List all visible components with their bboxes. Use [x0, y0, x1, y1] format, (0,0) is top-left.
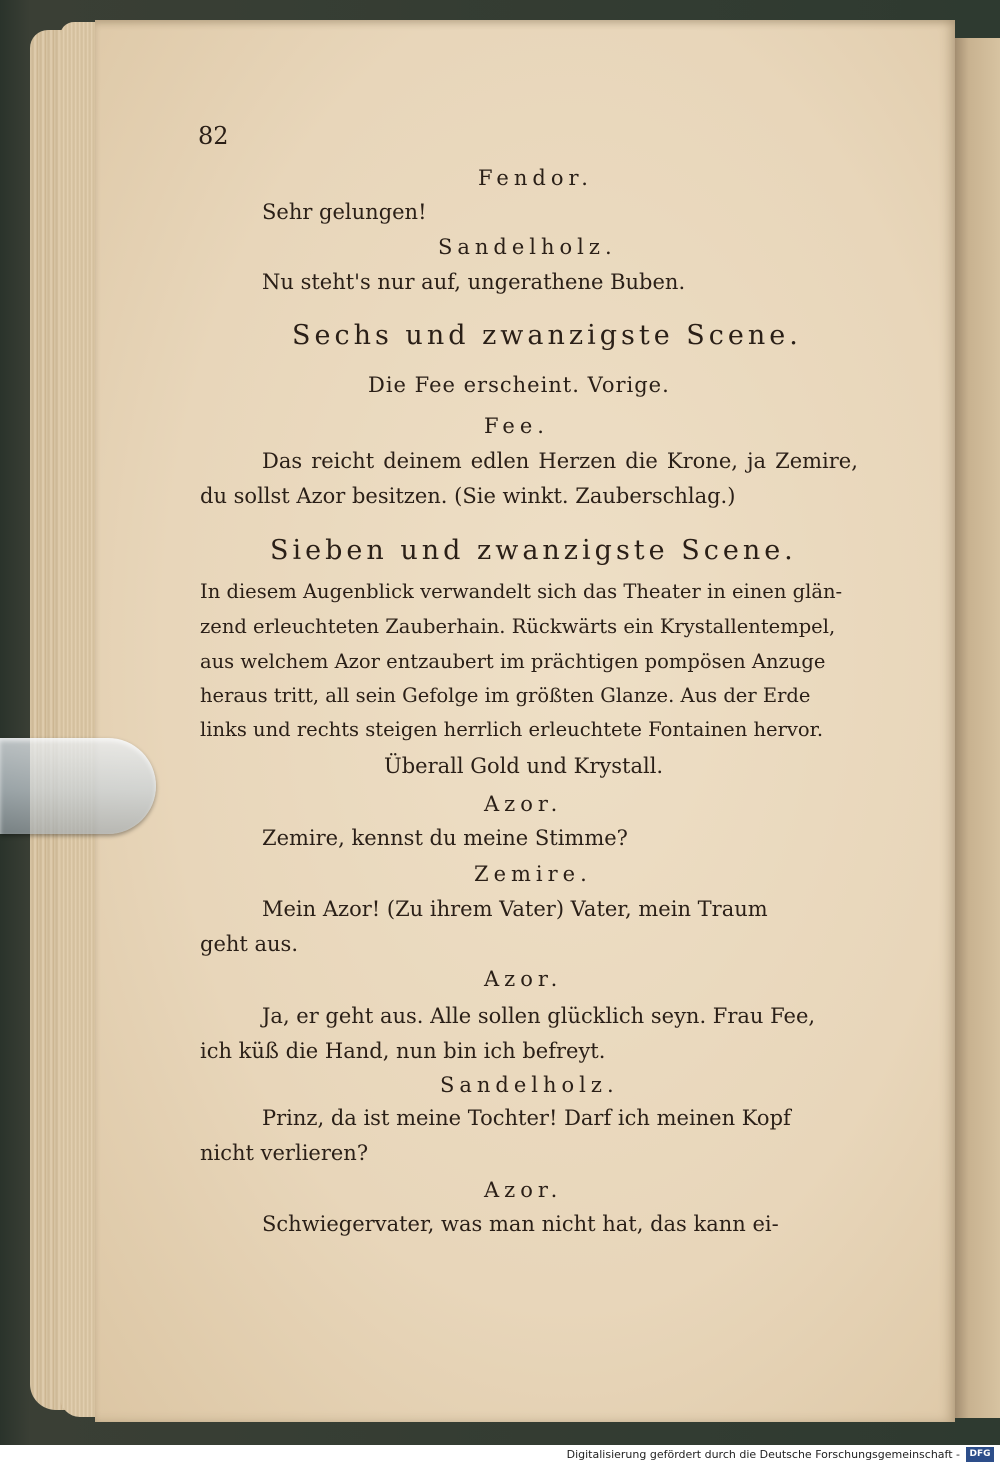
- word: edlen: [470, 449, 530, 473]
- text-line: In diesem Augenblick verwandelt sich das Theater in einen glän-: [200, 580, 843, 603]
- digitization-credit: Digitalisierung gefördert durch die Deutsche Forschungsgemeinschaft -: [566, 1448, 960, 1461]
- page-clip: [0, 738, 156, 834]
- speaker-sandelholz: Sandelholz.: [440, 1073, 619, 1097]
- text-line: Mein Azor! (Zu ihrem Vater) Vater, mein Traum: [262, 897, 768, 921]
- speaker-zemire: Zemire.: [474, 862, 592, 886]
- text-line: geht aus.: [200, 932, 299, 956]
- text-line: Prinz, da ist meine Tochter! Darf ich meinen Kopf: [262, 1106, 791, 1130]
- word: ja: [747, 449, 767, 473]
- text-line: heraus tritt, all sein Gefolge im größten Glanze. Aus der Erde: [200, 684, 811, 707]
- text-line: Zemire, kennst du meine Stimme?: [262, 826, 628, 850]
- stage-direction: Die Fee erscheint. Vorige.: [368, 373, 670, 397]
- speaker-fendor: Fendor.: [478, 166, 593, 190]
- word: Herzen: [538, 449, 617, 473]
- facing-page-edge: [952, 38, 1000, 1418]
- speaker-fee: Fee.: [484, 414, 549, 438]
- word: Krone,: [666, 449, 738, 473]
- scene-heading: Sechs und zwanzigste Scene.: [292, 320, 802, 351]
- word: Das: [262, 449, 303, 473]
- text-line: Sehr gelungen!: [262, 200, 427, 224]
- text-line: [262, 449, 858, 473]
- speaker-azor: Azor.: [484, 1178, 563, 1202]
- text-line: Nu steht's nur auf, ungerathene Buben.: [262, 270, 686, 294]
- text-line: ich küß die Hand, nun bin ich befreyt.: [200, 1039, 606, 1063]
- speaker-azor: Azor.: [484, 792, 563, 816]
- word: die: [625, 449, 658, 473]
- word: deinem: [383, 449, 462, 473]
- speaker-sandelholz: Sandelholz.: [438, 235, 617, 259]
- text-line: du sollst Azor besitzen. (Sie winkt. Zauberschlag.): [200, 484, 736, 508]
- word: reicht: [311, 449, 375, 473]
- dfg-logo: DFG: [966, 1447, 994, 1462]
- page-number: 82: [198, 122, 229, 150]
- text-line: Ja, er geht aus. Alle sollen glücklich seyn. Frau Fee,: [262, 1004, 816, 1028]
- text-line: zend erleuchteten Zauberhain. Rückwärts ein Krystallentempel,: [200, 615, 836, 638]
- word: Zemire,: [775, 449, 858, 473]
- text-line: nicht verlieren?: [200, 1141, 369, 1165]
- text-line: Überall Gold und Krystall.: [384, 754, 664, 778]
- text-line: links und rechts steigen herrlich erleuchtete Fontainen hervor.: [200, 718, 824, 741]
- text-line: Schwiegervater, was man nicht hat, das kann ei-: [262, 1212, 779, 1236]
- scene-heading: Sieben und zwanzigste Scene.: [270, 535, 797, 566]
- speaker-azor: Azor.: [484, 967, 563, 991]
- text-line: aus welchem Azor entzaubert im prächtigen pompösen Anzuge: [200, 650, 826, 673]
